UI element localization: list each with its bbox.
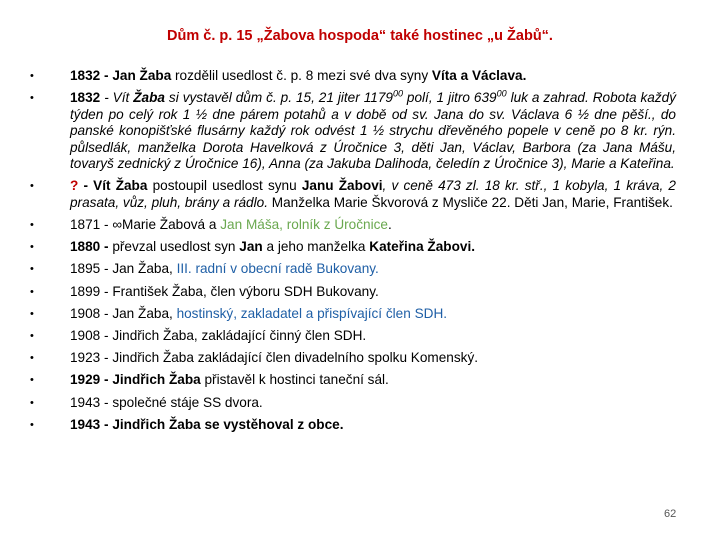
superscript: 00 <box>392 88 403 99</box>
item-text: ? <box>70 178 84 194</box>
list-item <box>28 417 676 434</box>
item-text: 1943 - Jindřich Žaba se vystěhoval z obce. <box>70 416 344 432</box>
item-text: 1871 - ∞Marie Žabová a <box>70 217 221 233</box>
list-item <box>28 68 676 85</box>
item-text: rozdělil usedlost č. p. 8 mezi své dva syny <box>171 68 432 83</box>
item-text: 1895 - Jan Žaba, <box>70 261 177 277</box>
list-item <box>28 178 676 211</box>
item-text: 1943 - společné stáje SS dvora. <box>70 394 263 410</box>
item-text: a jeho manželka <box>262 239 370 255</box>
item-text: Kateřina Žabovi. <box>369 239 476 255</box>
bullet-icon: • <box>30 396 34 409</box>
bullet-icon: • <box>30 374 34 387</box>
item-text: 1832 <box>70 90 101 106</box>
list-item <box>28 239 676 256</box>
item-text: - Vít Žaba <box>83 178 148 194</box>
item-text: - Vít <box>100 90 134 106</box>
item-text: 1908 - Jindřich Žaba, zakládající činný člen SDH. <box>70 328 367 343</box>
item-text: luk a zahrad. Robota každý týden po celý rok 1 ½ dne párem potahů a v době od sv. Jana do sv. Václava 6 ½ dne pěší., do panské konopišťské flusárny každý rok odvést 1 ½ strychu dřevěného popele v ceně po 8 kr. rýn. půlsedlák, manželka Dorota Havelková z Úročnice 3, děti Jan, Václav, Barbora (za Jana Mášu, tovaryš zednický z Úročnice 16), Anna (za Jakuba Dalihoda, čeledín z Úročnice 3), Marie a Kateřina. <box>70 90 676 172</box>
bullet-icon: • <box>30 285 34 298</box>
item-text: postoupil usedlost synu <box>147 178 302 194</box>
item-text: 1899 - František Žaba, člen výboru SDH Bukovany. <box>70 283 379 299</box>
item-text: 1880 - <box>70 239 113 255</box>
item-text: převzal usedlost syn <box>112 239 240 255</box>
bullet-icon: • <box>30 307 34 320</box>
list-item <box>28 395 676 412</box>
list-item <box>28 217 676 234</box>
bullet-icon: • <box>30 263 34 276</box>
item-text: přistavěl k hostinci taneční sál. <box>200 372 389 388</box>
superscript: 00 <box>496 88 507 99</box>
item-text: 1908 - Jan Žaba, <box>70 305 177 321</box>
bullet-icon: • <box>30 241 34 254</box>
item-text: Jan Máša, rolník z Úročnice <box>220 217 388 233</box>
item-text: . <box>387 217 392 233</box>
list-item <box>28 372 676 389</box>
item-text: 1832 - Jan Žaba <box>70 68 172 83</box>
bullet-icon: • <box>30 418 34 431</box>
item-text: 1929 - Jindřich Žaba <box>70 372 201 388</box>
list-item <box>28 284 676 301</box>
list-item <box>28 90 676 173</box>
bullet-icon: • <box>30 180 34 193</box>
bullet-icon: • <box>30 352 34 365</box>
list-item <box>28 261 676 278</box>
bullet-icon: • <box>30 219 34 232</box>
list-item <box>28 350 676 367</box>
item-text: Víta a Václava. <box>431 68 527 83</box>
list-item <box>28 306 676 323</box>
item-text: III. radní v obecní radě Bukovany. <box>176 261 379 277</box>
item-text: 1923 - Jindřich Žaba zakládající člen divadelního spolku Komenský. <box>70 350 479 366</box>
item-text: , v ceně 473 zl. 18 kr. stř., 1 kobyla, 1 kráva, 2 prasata, vůz, pluh, brány a rádlo. <box>70 178 676 210</box>
item-text: Jan <box>239 239 263 255</box>
item-text: Žaba <box>133 90 165 106</box>
history-list <box>28 68 676 439</box>
page-number: 62 <box>664 508 677 520</box>
bullet-icon: • <box>30 92 34 105</box>
item-text: Manželka Marie Škvorová z Mysliče 22. Děti Jan, Marie, František. <box>271 194 673 210</box>
item-text: Janu Žabovi <box>301 178 383 194</box>
bullet-icon: • <box>30 330 34 342</box>
bullet-icon: • <box>30 70 34 82</box>
item-text: polí, 1 jitro 639 <box>402 90 497 106</box>
item-text: hostinský, zakladatel a přispívající člen SDH. <box>176 305 448 321</box>
item-text: si vystavěl dům č. p. 15, 21 jiter 1179 <box>164 90 393 106</box>
slide-title: Dům č. p. 15 „Žabova hospoda“ také hostinec „u Žabů“. <box>167 28 553 44</box>
list-item <box>28 328 676 345</box>
